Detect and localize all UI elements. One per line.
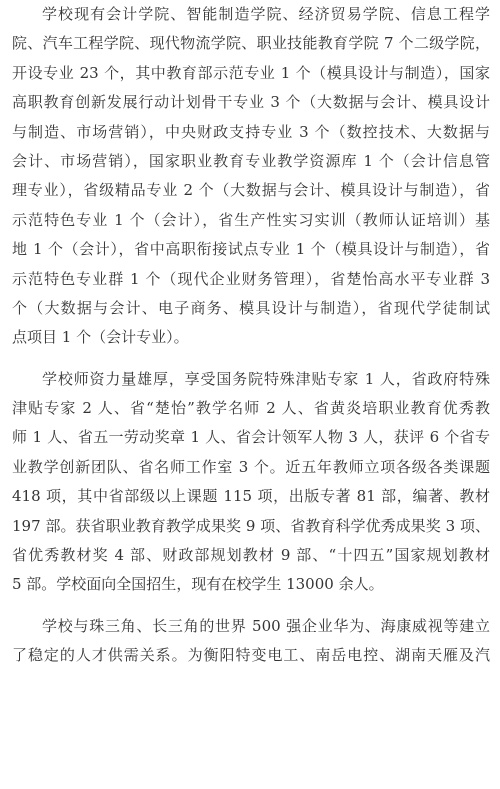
text-line: 5 部。学校面向全国招生，现有在校学生 13000 余人。	[12, 575, 384, 594]
text-line: 418 项，其中省部级以上课题 115 项，出版专著 81 部，编著、教材	[12, 487, 490, 506]
paragraph-spacer	[12, 600, 490, 612]
text-line: 院、汽车工程学院、现代物流学院、职业技能教育学院 7 个二级学院，	[12, 34, 490, 53]
text-line: 197 部。获省职业教育教学成果奖 9 项、省教育科学优秀成果奖 3 项、	[12, 516, 490, 535]
paragraph-2	[12, 365, 490, 600]
text-line: 学校现有会计学院、智能制造学院、经济贸易学院、信息工程学	[42, 5, 490, 23]
text-line: 个（大数据与会计、电子商务、模具设计与制造），省现代学徒制试	[12, 298, 490, 317]
text-line: 地 1 个（会计），省中高职衔接试点专业 1 个（模具设计与制造），省	[12, 240, 490, 259]
document-body	[12, 0, 490, 671]
paragraph-1	[12, 0, 490, 353]
text-line: 示范特色专业 1 个（会计），省生产性实习实训（教师认证培训）基	[12, 210, 490, 229]
text-line: 学校与珠三角、长三角的世界 500 强企业华为、海康威视等建立	[42, 616, 490, 635]
text-line: 业教学创新团队、省名师工作室 3 个。近五年教师立项各级各类课题	[12, 457, 490, 476]
text-line: 高职教育创新发展行动计划骨干专业 3 个（大数据与会计、模具设计	[12, 93, 490, 112]
text-line: 津贴专家 2 人、省“楚怡”教学名师 2 人、省黄炎培职业教育优秀教	[12, 399, 490, 418]
text-line: 开设专业 23 个，其中教育部示范专业 1 个（模具设计与制造），国家	[12, 63, 490, 82]
text-line: 学校师资力量雄厚，享受国务院特殊津贴专家 1 人，省政府特殊	[42, 369, 490, 388]
text-line: 会计、市场营销），国家职业教育专业教学资源库 1 个（会计信息管	[12, 151, 490, 170]
text-line: 省优秀教材奖 4 部、财政部规划教材 9 部、“十四五”国家规划教材	[12, 546, 490, 565]
paragraph-3	[12, 612, 490, 671]
text-line: 了稳定的人才供需关系。为衡阳特变电工、南岳电控、湖南天雁及汽	[12, 646, 490, 665]
paragraph-spacer	[12, 353, 490, 365]
text-line: 理专业），省级精品专业 2 个（大数据与会计、模具设计与制造），省	[12, 181, 490, 200]
text-line: 点项目 1 个（会计专业）。	[12, 328, 189, 347]
text-line: 与制造、市场营销），中央财政支持专业 3 个（数控技术、大数据与	[12, 122, 490, 141]
text-line: 示范特色专业群 1 个（现代企业财务管理），省楚怡高水平专业群 3	[12, 269, 490, 288]
text-line: 师 1 人、省五一劳动奖章 1 人、省会计领军人物 3 人，获评 6 个省专	[12, 428, 490, 447]
